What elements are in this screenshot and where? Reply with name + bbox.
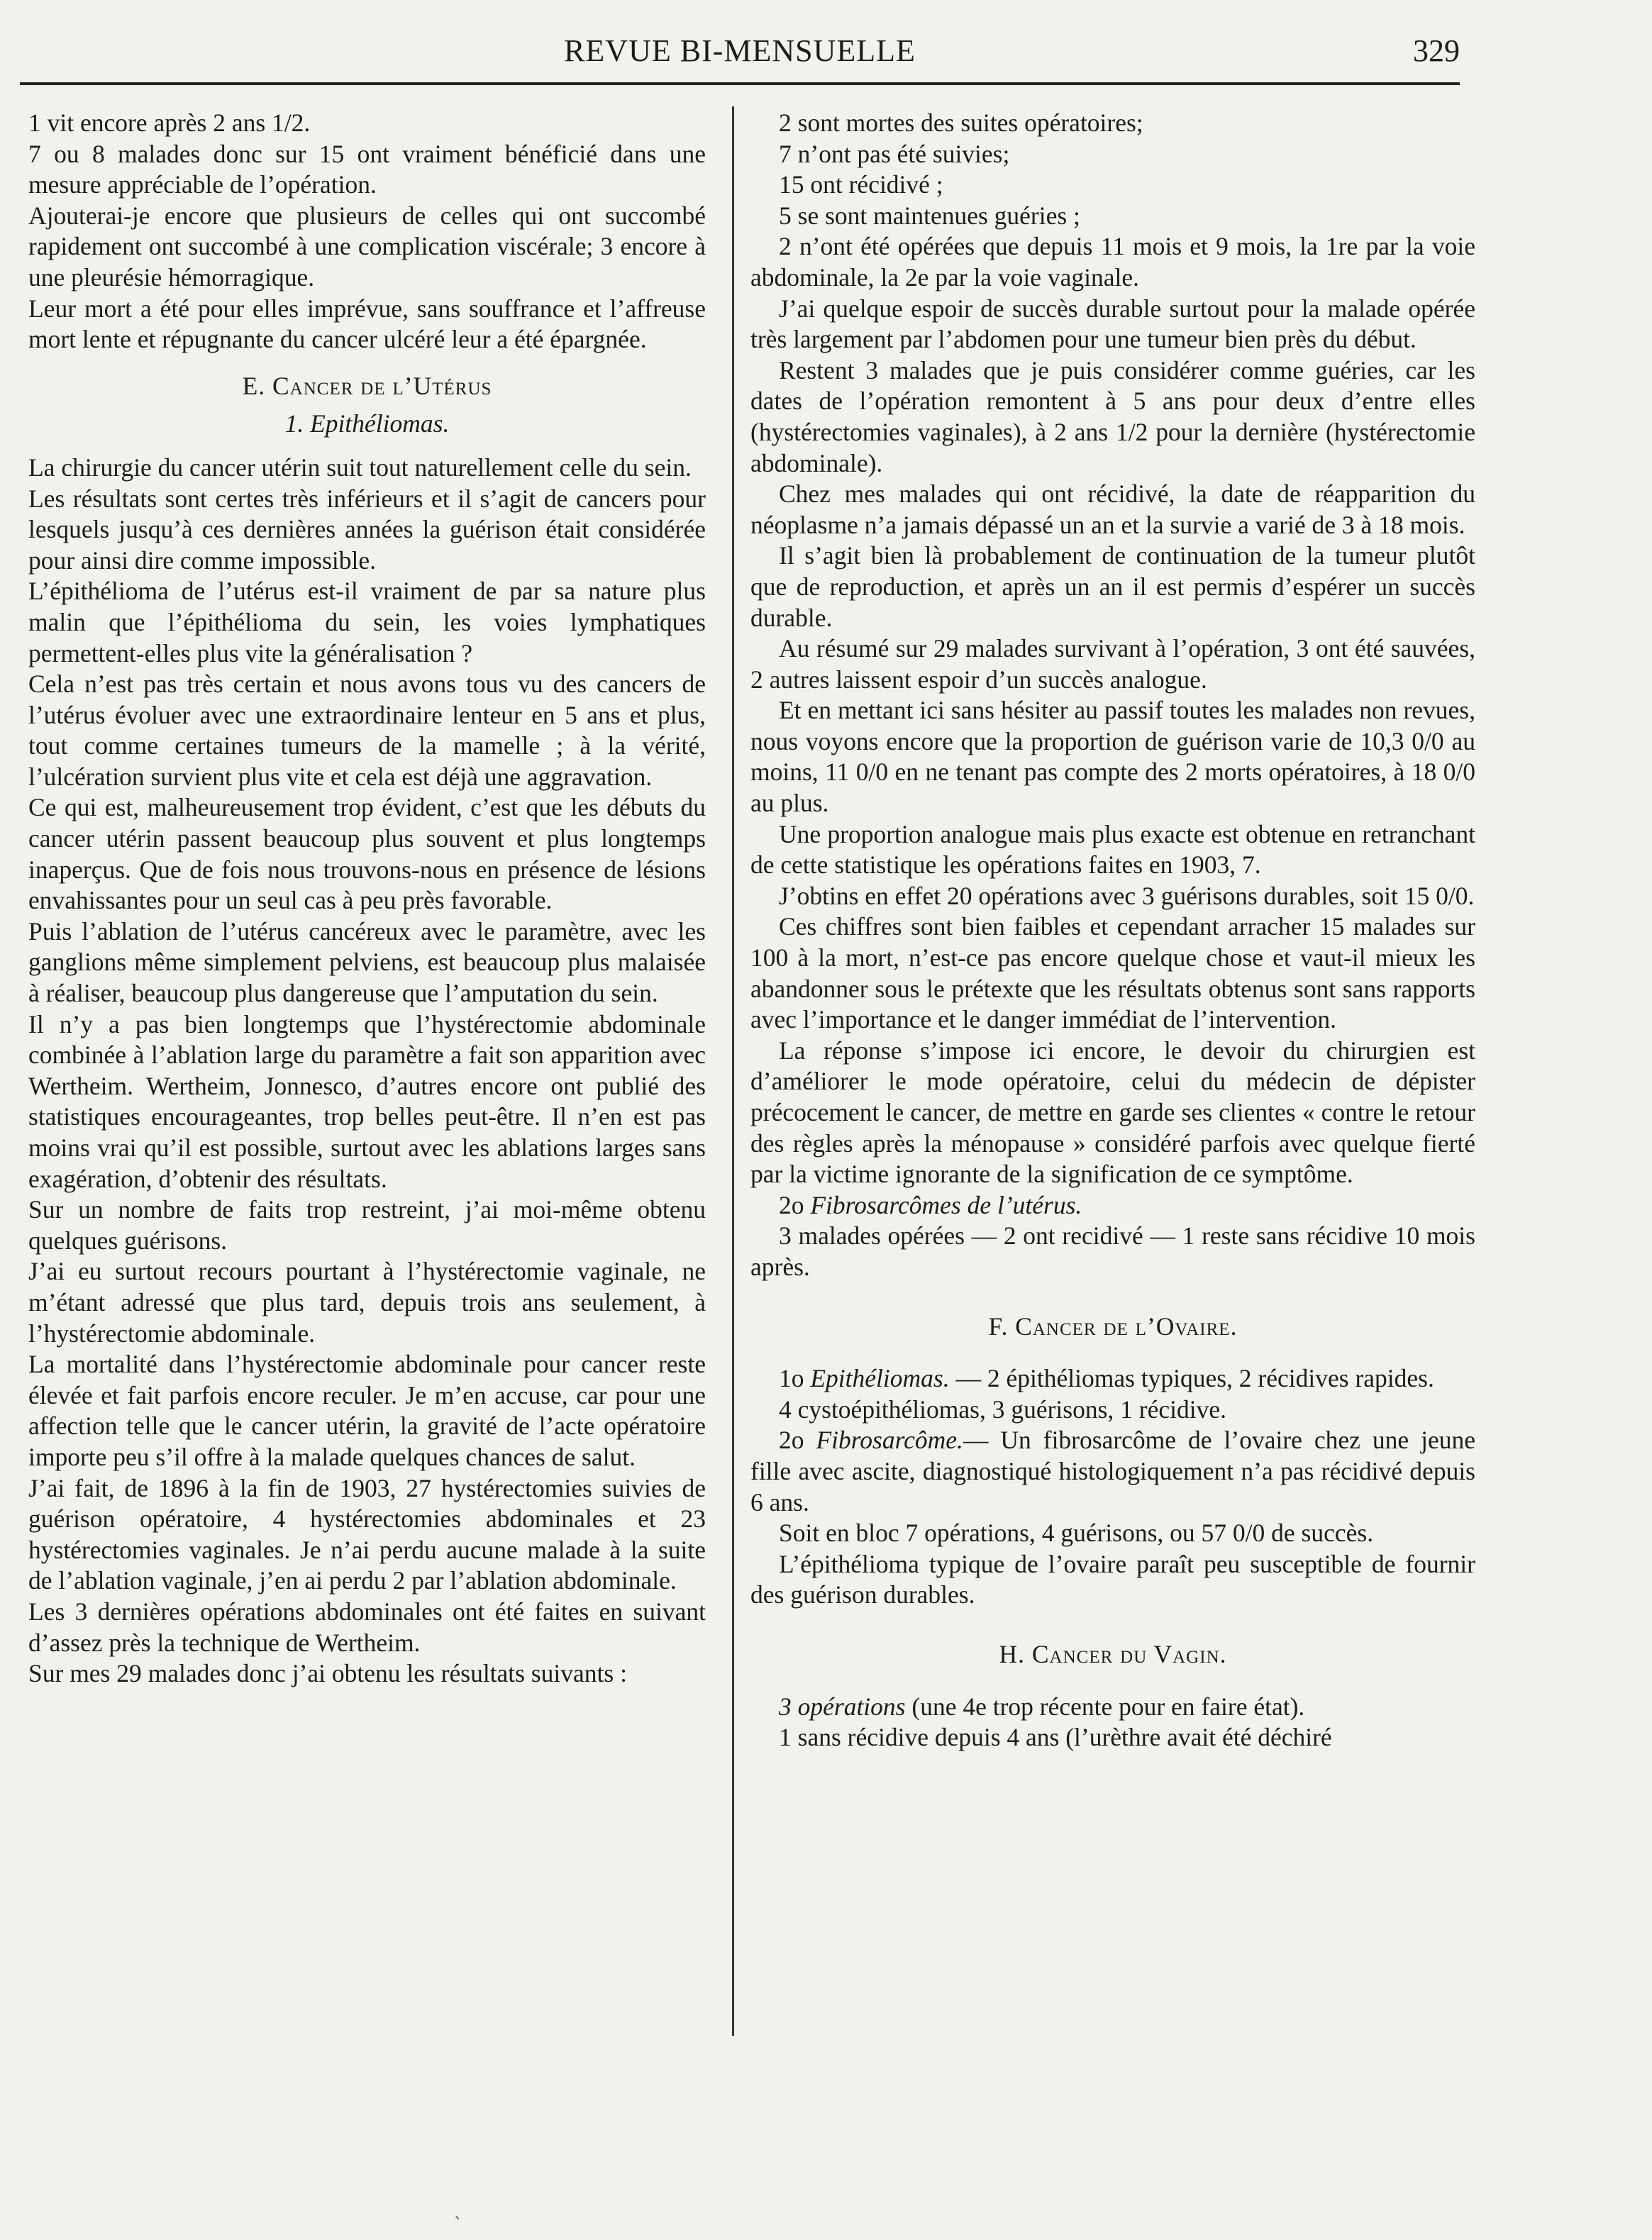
paragraph: Soit en bloc 7 opérations, 4 guérisons, ou 57 0/0 de succès.: [779, 1519, 1374, 1548]
running-title: REVUE BI-MENSUELLE: [564, 33, 916, 68]
paragraph: Ajouterai-je encore que plusieurs de celles qui ont succombé rapidement ont succombé à une complication viscérale; 3 encore à une pleurésie hémorragique.: [28, 201, 706, 292]
paragraph: La chirurgie du cancer utérin suit tout naturellement celle du sein.: [28, 453, 692, 482]
right-column: [750, 108, 1475, 1753]
paragraph: J’ai eu surtout recours pourtant à l’hystérectomie vaginale, ne m’étant adressé que plus tard, depuis trois ans seulement, à l’hystérectomie abdominale.: [28, 1257, 706, 1348]
section-heading-ovary: F. Cancer de l’Ovaire.: [988, 1312, 1238, 1341]
page-number: 329: [1413, 33, 1460, 68]
paragraph: Il s’agit bien là probablement de continuation de la tumeur plutôt que de reproduction, et après un an il est permis d’espérer un succès durable.: [750, 541, 1475, 632]
subsection-text: — Un fibrosarcôme de l’ovaire chez une jeune fille avec ascite, diagnostiqué histologiquement n’a pas récidivé depuis 6 ans.: [750, 1426, 1476, 1517]
subsection-title: Fibrosarcômes de l’utérus.: [810, 1190, 1082, 1219]
paragraph: 3 malades opérées — 2 ont recidivé — 1 reste sans récidive 10 mois après.: [750, 1221, 1475, 1281]
paragraph: Cela n’est pas très certain et nous avons tous vu des cancers de l’utérus évoluer avec une extraordinaire lenteur en 5 ans et plus, tout comme certaines tumeurs de la mamelle ; à la vérité, l’ulcération survient plus vite et cela est déjà une aggravation.: [28, 670, 706, 791]
subsection-text: (une 4e trop récente pour en faire état).: [905, 1692, 1305, 1721]
paragraph: Chez mes malades qui ont récidivé, la date de réapparition du néoplasme n’a jamais dépassé un an et la survie a varié de 3 à 18 mois.: [750, 479, 1475, 539]
paragraph: 1 sans récidive depuis 4 ans (l’urèthre avait été déchiré: [779, 1723, 1332, 1752]
result-line: 5 se sont maintenues guéries ;: [779, 201, 1080, 230]
paragraph: Au résumé sur 29 malades survivant à l’opération, 3 ont été sauvées, 2 autres laissent espoir d’un succès analogue.: [750, 634, 1475, 694]
subsection-number: 2o: [779, 1190, 811, 1219]
subsection-number: 1o: [779, 1364, 811, 1393]
paragraph: La réponse s’impose ici encore, le devoir du chirurgien est d’améliorer le mode opératoire, celui du médecin de dépister précocement le cancer, de mettre en garde ses clientes « contre le retour des règles après la ménopause » considéré parfois avec quelque fierté par la victime ignorante de la signification de ce symptôme.: [750, 1036, 1475, 1189]
column-divider: [732, 106, 734, 2036]
paragraph: Ce qui est, malheureusement trop évident, c’est que les débuts du cancer utérin passent beaucoup plus souvent et plus longtemps inaperçus. Que de fois nous trouvons-nous en présence de lésions envahissantes pour un seul cas à peu près favorable.: [28, 793, 706, 915]
left-column: [28, 108, 706, 1690]
subsection-fibrosarcomes: [750, 1190, 1475, 1221]
paragraph: Une proportion analogue mais plus exacte est obtenue en retranchant de cette statistique les opérations faites en 1903, 7.: [750, 819, 1475, 880]
subsection-title: 3 opérations: [779, 1692, 906, 1721]
result-line: 7 n’ont pas été suivies;: [779, 139, 1010, 168]
paragraph: Sur mes 29 malades donc j’ai obtenu les résultats suivants :: [28, 1659, 627, 1688]
result-line: 2 sont mortes des suites opératoires;: [779, 109, 1143, 137]
result-line: 15 ont récidivé ;: [779, 170, 943, 199]
paragraph: Leur mort a été pour elles imprévue, sans souffrance et l’affreuse mort lente et répugnante du cancer ulcéré leur a été épargnée.: [28, 294, 706, 354]
subsection-vagina-operations: [750, 1692, 1475, 1723]
subsection-heading-epitheliomas: 1. Epithéliomas.: [284, 409, 450, 438]
subsection-fibrosarcome-ovary: [750, 1425, 1475, 1518]
paragraph: L’épithélioma de l’utérus est-il vraiment de par sa nature plus malin que l’épithélioma du sein, les voies lymphatiques permettent-elles plus vite la généralisation ?: [28, 577, 706, 667]
subsection-title: Fibrosarcôme.: [816, 1426, 963, 1455]
paragraph: Et en mettant ici sans hésiter au passif toutes les malades non revues, nous voyons encore que la proportion de guérison varie de 10,3 0/0 au moins, 11 0/0 en ne tenant pas compte des 2 morts opératoires, à 18 0/0 au plus.: [750, 696, 1475, 818]
subsection-text: — 2 épithéliomas typiques, 2 récidives rapides.: [949, 1364, 1434, 1393]
paragraph: Ces chiffres sont bien faibles et cependant arracher 15 malades sur 100 à la mort, n’est-ce pas encore quelque chose et vaut-il mieux les abandonner sous le prétexte que les résultats obtenus sont sans rapports avec l’importance et le danger immédiat de l’intervention.: [750, 912, 1475, 1034]
paragraph: Les 3 dernières opérations abdominales ont été faites en suivant d’assez près la technique de Wertheim.: [28, 1597, 706, 1657]
header-rule: [20, 82, 1460, 85]
paragraph: Il n’y a pas bien longtemps que l’hystérectomie abdominale combinée à l’ablation large du paramètre a fait son apparition avec Wertheim. Wertheim, Jonnesco, d’autres encore ont publié des statistiques encourageantes, trop belles peut-être. Il n’en est pas moins vrai qu’il est possible, surtout avec les ablations larges sans exagération, d’obtenir des résultats.: [28, 1009, 706, 1193]
subsection-epitheliomas-ovary: [750, 1363, 1475, 1395]
paragraph: Restent 3 malades que je puis considérer comme guéries, car les dates de l’opération remontent à 5 ans pour deux d’entre elles (hystérectomies vaginales), à 2 ans 1/2 pour la dernière (hystérectomie abdominale).: [750, 355, 1475, 477]
paragraph: Les résultats sont certes très inférieurs et il s’agit de cancers pour lesquels jusqu’à ces dernières années la guérison était considérée pour ainsi dire comme impossible.: [28, 484, 706, 575]
paragraph: 7 ou 8 malades donc sur 15 ont vraiment bénéficié dans une mesure appréciable de l’opération.: [28, 139, 706, 199]
paragraph: 2 n’ont été opérées que depuis 11 mois et 9 mois, la 1re par la voie abdominale, la 2e par la voie vaginale.: [750, 232, 1475, 292]
paragraph: Puis l’ablation de l’utérus cancéreux avec le paramètre, avec les ganglions même simplement pelviens, est beaucoup plus malaisée à réaliser, beaucoup plus dangereuse que l’amputation du sein.: [28, 916, 706, 1008]
paragraph: 4 cystoépithéliomas, 3 guérisons, 1 récidive.: [779, 1395, 1226, 1424]
section-heading-vagina: H. Cancer du Vagin.: [999, 1639, 1227, 1668]
page-header: [20, 30, 1460, 72]
paragraph: J’ai fait, de 1896 à la fin de 1903, 27 hystérectomies suivies de guérison opératoire, 4 hystérectomies abdominales et 23 hystérectomies vaginales. Je n’ai perdu aucune malade à la suite de l’ablation vaginale, j’en ai perdu 2 par l’ablation abdominale.: [28, 1473, 706, 1595]
footer-mark: `: [454, 2214, 462, 2234]
section-heading-uterus: E. Cancer de l’Utérus: [242, 371, 492, 400]
paragraph: J’ai quelque espoir de succès durable surtout pour la malade opérée très largement par l’abdomen pour une tumeur bien près du début.: [750, 294, 1475, 354]
subsection-title: Epithéliomas.: [810, 1364, 950, 1393]
paragraph: La mortalité dans l’hystérectomie abdominale pour cancer reste élevée et fait parfois encore reculer. Je m’en accuse, car pour une affection telle que le cancer utérin, la gravité de l’acte opératoire importe peu s’il offre à la malade quelques chances de salut.: [28, 1350, 706, 1471]
paragraph: L’épithélioma typique de l’ovaire paraît peu susceptible de fournir des guérison durables.: [750, 1549, 1475, 1609]
paragraph: J’obtins en effet 20 opérations avec 3 guérisons durables, soit 15 0/0.: [779, 881, 1475, 910]
paragraph: Sur un nombre de faits trop restreint, j’ai moi-même obtenu quelques guérisons.: [28, 1195, 706, 1255]
subsection-number: 2o: [779, 1426, 816, 1455]
paragraph: 1 vit encore après 2 ans 1/2.: [28, 109, 311, 137]
